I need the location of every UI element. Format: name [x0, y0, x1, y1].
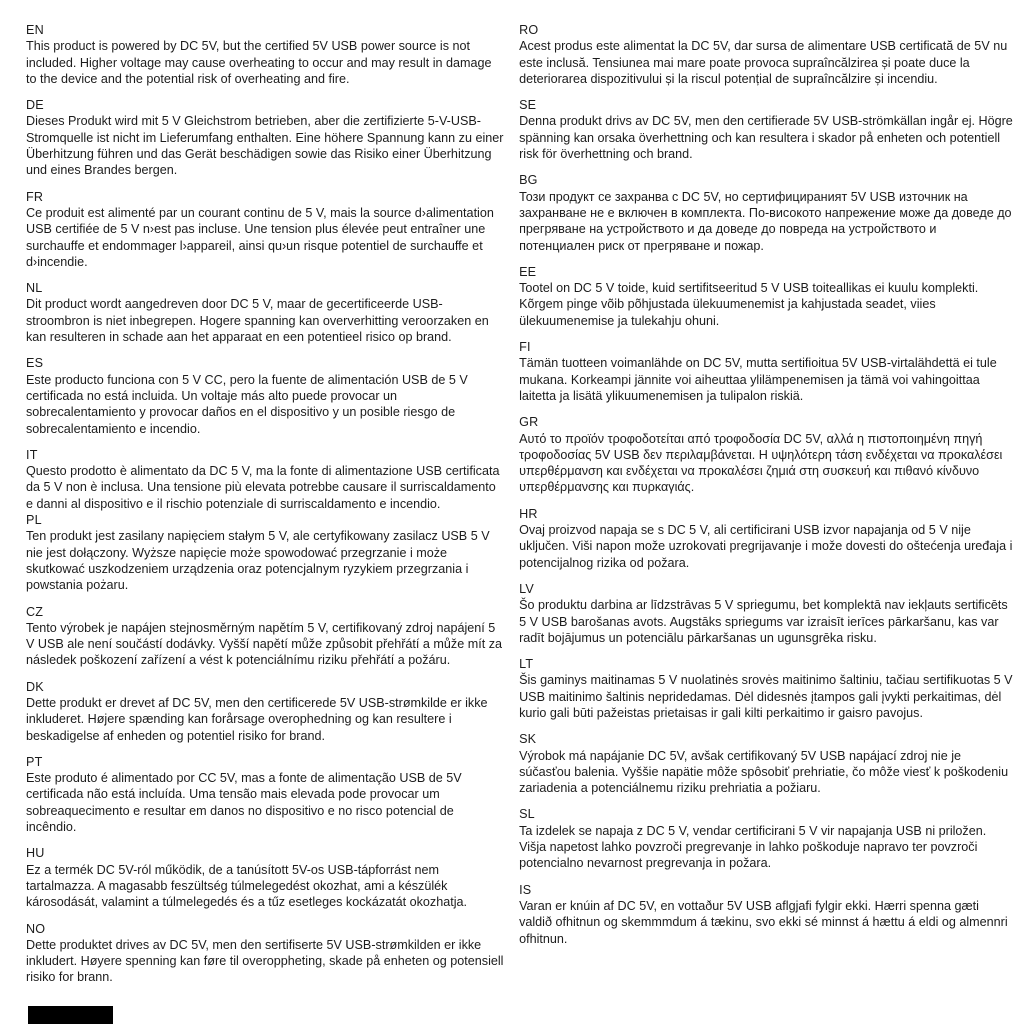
language-code-cz: CZ [26, 604, 44, 619]
language-code-hu: HU [26, 846, 45, 861]
language-text-gr: Αυτό το προϊόν τροφοδοτείται από τροφοδοσία DC 5V, αλλά η πιστοποιημένη πηγή τροφοδοσίας 5V USB δεν περιλαμβάνεται. Η υψηλότερη τάση ενδέχεται να προκαλέσει υπερθέρμανση και ενδέχεται να προκαλέσει ζημιά στη συσκευή και πιθανό κίνδυνο υπερθέρμανσης και πυρκαγιάς. [519, 431, 1003, 495]
language-text-pl: Ten produkt jest zasilany napięciem stałym 5 V, ale certyfikowany zasilacz USB 5 V nie jest dołączony. Wyższe napięcie może spowodować przegrzanie i może skutkować uszkodzeniem urządzenia oraz potencjalnym ryzykiem przegrzania i powstania pożaru. [26, 529, 490, 593]
language-text-dk: Dette produkt er drevet af DC 5V, men den certificerede 5V USB-strømkilde er ikke inkluderet. Højere spænding kan forårsage overophedning og kan resultere i beskadigelse af enheden og potentiel risiko for brand. [26, 695, 488, 743]
section-is [519, 882, 1014, 947]
section-hr [519, 506, 1014, 571]
language-text-fr: Ce produit est alimenté par un courant continu de 5 V, mais la source d›alimentation USB certifiée de 5 V n›est pas incluse. Une tension plus élevée peut entraîner une surchauffe et endommager l›appareil, ainsi qu›un risque potentiel de surchauffe et d›incendie. [26, 205, 494, 269]
page-bottom-cutoff-block [28, 1006, 113, 1024]
language-text-lv: Šo produktu darbina ar līdzstrāvas 5 V spriegumu, bet komplektā nav iekļauts sertificēts 5 V USB barošanas avots. Augstāks spriegums var izraisīt ierīces pārkaršanu, kas var radīt bojājumus un potenciālu pārkaršanas un ugunsgrēka risku. [519, 598, 1008, 645]
language-text-de: Dieses Produkt wird mit 5 V Gleichstrom betrieben, aber die zertifizierte 5-V-USB-Stromquelle ist nicht im Lieferumfang enthalten. Eine höhere Spannung kann zu einer Überhitzung führen und das Gerät beschädigen sowie das Risiko einer Überhitzung und eines Brandes bergen. [26, 114, 504, 178]
language-code-it: IT [26, 447, 38, 462]
section-nl [26, 280, 505, 345]
section-no [26, 921, 505, 986]
section-es [26, 355, 505, 436]
language-code-is: IS [519, 882, 532, 897]
section-ee [519, 264, 1014, 329]
language-text-se: Denna produkt drivs av DC 5V, men den certifierade 5V USB-strömkällan ingår ej. Högre spänning kan orsaka överhettning och kan resultera i skador på enheten och potentiell risk för överhettning och brand. [519, 114, 1013, 162]
section-dk [26, 679, 505, 744]
language-text-ro: Acest produs este alimentat la DC 5V, dar sursa de alimentare USB certificată de 5V nu este inclusă. Tensiunea mai mare poate provoca supraîncălzirea și poate duce la deteriorarea dispozitivului și la riscul potențial de supraîncălzire și incendiu. [519, 39, 1008, 86]
section-sk [519, 731, 1014, 796]
section-fr [26, 189, 505, 270]
language-text-es: Este producto funciona con 5 V CC, pero la fuente de alimentación USB de 5 V certificada no está incluida. Un voltaje más alto puede provocar un sobrecalentamiento y provocar daños en el dispositivo y un posible riesgo de sobrecalentamiento e incendio. [26, 372, 468, 436]
language-text-lt: Šis gaminys maitinamas 5 V nuolatinės srovės maitinimo šaltiniu, tačiau sertifikuotas 5 V USB maitinimo šaltinis nepridedamas. Dėl didesnės įtampos gali įvykti perkaitimas, dėl kurio gali būti pažeistas prietaisas ir gali kilti perkaitimo ir gaisro pavojus. [519, 673, 1013, 720]
language-text-it: Questo prodotto è alimentato da DC 5 V, ma la fonte di alimentazione USB certificata da 5 V non è inclusa. Una tensione più elevata potrebbe causare il surriscaldamento e danni al dispositivo e il rischio potenziale di surriscaldamento e incendio. [26, 464, 500, 511]
right-column [519, 22, 1014, 996]
section-lv [519, 581, 1014, 646]
language-code-en: EN [26, 23, 44, 37]
language-text-pt: Este produto é alimentado por CC 5V, mas a fonte de alimentação USB de 5V certificada não está incluída. Uma tensão mais elevada pode provocar um sobreaquecimento e resultar em danos no dispositivo e no risco potencial de incêndio. [26, 771, 462, 835]
language-code-pt: PT [26, 754, 43, 769]
language-text-is: Varan er knúin af DC 5V, en vottaður 5V USB aflgjafi fylgir ekki. Hærri spenna gæti valdið ofhitnun og skemmmdum á tækinu, svo ekki sé minnst á hættu á eldi og almennri ofhitnun. [519, 898, 1008, 946]
section-de [26, 97, 505, 178]
left-column [26, 22, 505, 996]
language-code-gr: GR [519, 415, 539, 430]
section-pt [26, 754, 505, 835]
language-code-fr: FR [26, 189, 44, 204]
section-sl [519, 806, 1014, 871]
language-code-sk: SK [519, 732, 537, 747]
language-code-nl: NL [26, 281, 43, 296]
language-text-bg: Този продукт се захранва с DC 5V, но сертифицираният 5V USB източник на захранване не е включен в комплекта. По-високото напрежение може да доведе до прегряване на устройството и да доведе до повреда на устройството и потенциален риск от прегряване и пожар. [519, 189, 1012, 253]
language-text-fi: Tämän tuotteen voimanlähde on DC 5V, mutta sertifioitua 5V USB-virtalähdettä ei tule mukana. Korkeampi jännite voi aiheuttaa ylilämpenemisen ja tämä voi vahingoittaa laitetta ja lisätä ylikuumenemisen ja tulipalon riskiä. [519, 356, 997, 403]
section-ro [519, 22, 1014, 87]
language-code-bg: BG [519, 173, 538, 188]
language-code-pl: PL [26, 513, 42, 528]
language-text-ee: Tootel on DC 5 V toide, kuid sertifitseeritud 5 V USB toiteallikas ei kuulu komplekti. Kõrgem pinge võib põhjustada ülekuumenemist ja kahjustada seadet, viies ülekuumenemise ja tulekahju ohuni. [519, 281, 979, 328]
section-se [519, 97, 1014, 162]
language-code-se: SE [519, 98, 537, 113]
language-text-cz: Tento výrobek je napájen stejnosměrným napětím 5 V, certifikovaný zdroj napájení 5 V USB ale není součástí dodávky. Vyšší napětí může způsobit přehřátí a může mít za následek poškození zařízení a vést k potenciálnímu riziku přehřátí a požáru. [26, 620, 502, 668]
language-text-en: This product is powered by DC 5V, but the certified 5V USB power source is not included. Higher voltage may cause overheating to occur and may result in damage to the device and the potential risk of overheating and fire. [26, 39, 492, 86]
language-code-sl: SL [519, 807, 535, 822]
section-lt [519, 656, 1014, 721]
section-fi [519, 339, 1014, 404]
language-code-ee: EE [519, 264, 537, 279]
language-code-fi: FI [519, 340, 531, 355]
section-hu [26, 845, 505, 910]
language-text-sk: Výrobok má napájanie DC 5V, avšak certifikovaný 5V USB napájací zdroj nie je súčasťou balenia. Vyššie napätie môže spôsobiť prehriatie, čo môže viesť k poškodeniu zariadenia a potenciálnemu riziku prehriatia a požiaru. [519, 748, 1009, 796]
section-gr [519, 414, 1014, 495]
language-code-lv: LV [519, 581, 534, 596]
language-text-hr: Ovaj proizvod napaja se s DC 5 V, ali certificirani USB izvor napajanja od 5 V nije uključen. Viši napon može uzrokovati pregrijavanje i može dovesti do oštećenja uređaja i potencijalnog rizika od požara. [519, 523, 1013, 570]
language-code-lt: LT [519, 657, 534, 672]
language-code-no: NO [26, 921, 46, 936]
section-en [26, 22, 505, 87]
language-text-no: Dette produktet drives av DC 5V, men den sertifiserte 5V USB-strømkilden er ikke inkludert. Høyere spenning kan føre til overoppheting, skade på enheten og potensiell risiko for brann. [26, 937, 504, 985]
language-code-dk: DK [26, 679, 44, 694]
language-code-hr: HR [519, 506, 538, 521]
section-bg [519, 172, 1014, 253]
language-text-sl: Ta izdelek se napaja z DC 5 V, vendar certificirani 5 V vir napajanja USB ni priložen. Višja napetost lahko povzroči pregrevanje in lahko poškoduje napravo ter povzroči potencialno nevarnost pregrevanja in požara. [519, 823, 987, 871]
section-it [26, 447, 505, 512]
language-code-ro: RO [519, 23, 539, 37]
language-text-nl: Dit product wordt aangedreven door DC 5 V, maar de gecertificeerde USB-stroombron is niet inbegrepen. Hogere spanning kan oververhitting veroorzaken en kan resulteren in schade aan het apparaat en een potentieel risico op brand. [26, 297, 489, 345]
section-pl [26, 512, 505, 593]
language-code-es: ES [26, 356, 44, 371]
language-text-hu: Ez a termék DC 5V-ról működik, de a tanúsított 5V-os USB-tápforrást nem tartalmazza. A magasabb feszültség túlmelegedést okozhat, ami a készülék károsodását, valamint a túlmelegedés és a tűz esetleges kockázatát okozhatja. [26, 862, 468, 910]
language-code-de: DE [26, 98, 44, 113]
section-cz [26, 604, 505, 669]
